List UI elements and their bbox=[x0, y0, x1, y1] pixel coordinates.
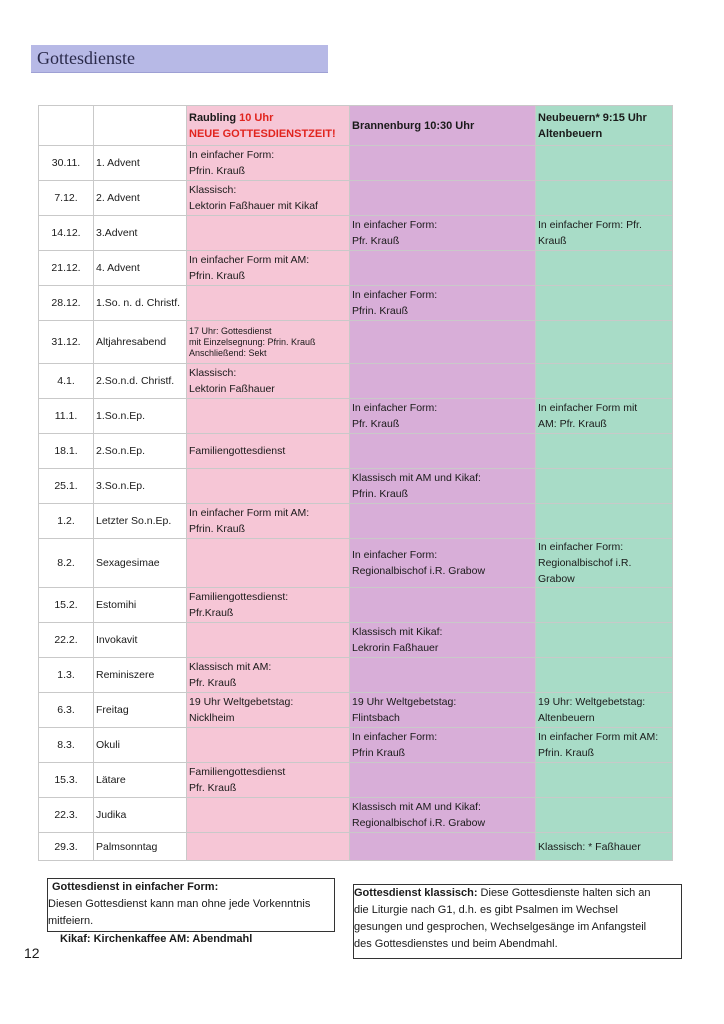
cell-brannenburg-line: Regionalbischof i.R. Grabow bbox=[352, 565, 486, 577]
cell-brannenburg-line: Klassisch mit AM und Kikaf: bbox=[352, 472, 481, 484]
row-date-line: 28.12. bbox=[51, 297, 81, 309]
row-name-line: 1. Advent bbox=[96, 157, 140, 169]
cell-brannenburg-line: 19 Uhr Weltgebetstag: bbox=[352, 696, 457, 708]
cell-brannenburg bbox=[350, 728, 536, 763]
page-title: Gottesdienste bbox=[37, 48, 135, 68]
cell-neubeuern bbox=[536, 658, 673, 693]
header-neubeuern bbox=[536, 106, 673, 146]
row-name bbox=[94, 321, 187, 364]
cell-raubling-line: Pfr.Krauß bbox=[189, 607, 234, 619]
table-row bbox=[39, 728, 673, 763]
table-row bbox=[39, 216, 673, 251]
row-date bbox=[39, 623, 94, 658]
cell-neubeuern-line: Klassisch: * Faßhauer bbox=[538, 840, 641, 853]
table-header-row bbox=[39, 106, 673, 146]
neubeuern-name: Neubeuern* 9:15 Uhr bbox=[538, 111, 647, 124]
row-date-line: 18.1. bbox=[54, 445, 78, 457]
row-name-line: 2. Advent bbox=[96, 192, 140, 204]
cell-raubling bbox=[187, 504, 350, 539]
cell-raubling-line: Pfrin. Krauß bbox=[189, 165, 246, 177]
row-name bbox=[94, 469, 187, 504]
cell-brannenburg bbox=[350, 504, 536, 539]
row-date bbox=[39, 286, 94, 321]
cell-raubling bbox=[187, 693, 350, 728]
row-name bbox=[94, 693, 187, 728]
cell-brannenburg bbox=[350, 286, 536, 321]
cell-brannenburg bbox=[350, 469, 536, 504]
cell-raubling-line: 19 Uhr Weltgebetstag: bbox=[189, 696, 294, 708]
cell-raubling bbox=[187, 181, 350, 216]
cell-raubling bbox=[187, 286, 350, 321]
row-name-line: 3.So.n.Ep. bbox=[96, 480, 146, 492]
cell-raubling bbox=[187, 539, 350, 588]
cell-brannenburg bbox=[350, 216, 536, 251]
row-name bbox=[94, 504, 187, 539]
cell-neubeuern-line: 19 Uhr: Weltgebetstag: bbox=[538, 696, 646, 708]
row-name-line: 4. Advent bbox=[96, 262, 140, 274]
legend-simple-form bbox=[47, 878, 335, 932]
cell-raubling bbox=[187, 798, 350, 833]
legend-simple-title: Gottesdienst in einfacher Form: bbox=[52, 881, 219, 893]
row-date bbox=[39, 216, 94, 251]
row-date bbox=[39, 399, 94, 434]
cell-neubeuern bbox=[536, 728, 673, 763]
row-date-line: 11.1. bbox=[54, 410, 78, 422]
row-date-line: 7.12. bbox=[54, 192, 78, 204]
legend-classic-line2: die Liturgie nach G1, d.h. es gibt Psalmen im Wechsel bbox=[354, 904, 618, 916]
cell-brannenburg-line: Pfr. Krauß bbox=[352, 235, 400, 247]
raubling-name: Raubling bbox=[189, 111, 237, 124]
cell-neubeuern bbox=[536, 504, 673, 539]
cell-neubeuern-line: Altenbeuern bbox=[538, 712, 595, 724]
table-row bbox=[39, 181, 673, 216]
cell-brannenburg bbox=[350, 364, 536, 399]
row-name bbox=[94, 588, 187, 623]
cell-raubling bbox=[187, 399, 350, 434]
header-name bbox=[94, 106, 187, 146]
cell-raubling bbox=[187, 588, 350, 623]
cell-neubeuern-line: In einfacher Form: Pfr. bbox=[538, 219, 642, 231]
row-name-line: 2.So.n.d. Christf. bbox=[96, 375, 175, 387]
legend-classic bbox=[353, 884, 682, 959]
legend-abbreviations: Kikaf: Kirchenkaffee AM: Abendmahl bbox=[60, 933, 253, 945]
row-name bbox=[94, 434, 187, 469]
cell-raubling bbox=[187, 623, 350, 658]
cell-raubling-line: Pfr. Krauß bbox=[189, 782, 237, 794]
cell-brannenburg-line: Klassisch mit AM und Kikaf: bbox=[352, 801, 481, 813]
legend-classic-line1: Diese Gottesdienste halten sich an bbox=[477, 887, 651, 899]
cell-raubling bbox=[187, 434, 350, 469]
cell-raubling-line: Familiengottesdienst bbox=[189, 766, 286, 778]
row-name-line: Sexagesimae bbox=[96, 557, 160, 569]
cell-neubeuern-line: Regionalbischof i.R. Grabow bbox=[538, 557, 632, 585]
row-name bbox=[94, 658, 187, 693]
cell-neubeuern bbox=[536, 216, 673, 251]
cell-brannenburg bbox=[350, 658, 536, 693]
cell-raubling bbox=[187, 469, 350, 504]
row-date bbox=[39, 364, 94, 399]
row-date bbox=[39, 658, 94, 693]
row-name-line: 1.So. n. d. Christf. bbox=[96, 297, 181, 309]
row-date bbox=[39, 504, 94, 539]
table-row bbox=[39, 504, 673, 539]
cell-raubling-line: Klassisch mit AM: bbox=[189, 661, 272, 673]
cell-brannenburg bbox=[350, 146, 536, 181]
row-date-line: 29.3. bbox=[54, 840, 78, 853]
cell-neubeuern-line: Pfrin. Krauß bbox=[538, 747, 595, 759]
row-name bbox=[94, 539, 187, 588]
row-name-line: Estomihi bbox=[96, 599, 137, 611]
legend-simple-line2: mitfeiern. bbox=[48, 915, 94, 927]
cell-brannenburg-line: In einfacher Form: bbox=[352, 731, 438, 743]
cell-raubling bbox=[187, 364, 350, 399]
cell-brannenburg-line: Pfrin Krauß bbox=[352, 747, 406, 759]
row-date-line: 21.12. bbox=[51, 262, 81, 274]
row-date bbox=[39, 146, 94, 181]
cell-raubling-line: In einfacher Form mit AM: bbox=[189, 507, 310, 519]
row-date-line: 15.2. bbox=[54, 599, 78, 611]
row-name bbox=[94, 251, 187, 286]
cell-neubeuern bbox=[536, 798, 673, 833]
row-date bbox=[39, 469, 94, 504]
cell-brannenburg-line: In einfacher Form: bbox=[352, 289, 438, 301]
table-row bbox=[39, 539, 673, 588]
cell-raubling-line: Pfrin. Krauß bbox=[189, 270, 246, 282]
cell-neubeuern bbox=[536, 321, 673, 364]
row-date-line: 6.3. bbox=[57, 704, 75, 716]
row-date bbox=[39, 728, 94, 763]
cell-raubling-line: Familiengottesdienst: bbox=[189, 591, 289, 603]
row-name-line: 1.So.n.Ep. bbox=[96, 410, 146, 422]
cell-raubling-line: Pfrin. Krauß bbox=[189, 523, 246, 535]
row-name-line: 2.So.n.Ep. bbox=[96, 445, 146, 457]
raubling-note: NEUE GOTTESDIENSTZEIT! bbox=[189, 127, 336, 140]
table-row bbox=[39, 146, 673, 181]
cell-neubeuern bbox=[536, 286, 673, 321]
row-date bbox=[39, 539, 94, 588]
cell-brannenburg bbox=[350, 623, 536, 658]
legend-classic-line4: des Gottesdienstes und beim Abendmahl. bbox=[354, 938, 558, 950]
table-row bbox=[39, 251, 673, 286]
row-date-line: 1.3. bbox=[57, 669, 75, 681]
row-date-line: 22.2. bbox=[54, 634, 78, 646]
cell-brannenburg bbox=[350, 321, 536, 364]
cell-raubling-line: Pfr. Krauß bbox=[189, 677, 237, 689]
cell-raubling bbox=[187, 321, 350, 364]
row-name bbox=[94, 763, 187, 798]
cell-raubling bbox=[187, 216, 350, 251]
cell-brannenburg-line: Regionalbischof i.R. Grabow bbox=[352, 817, 486, 829]
row-name bbox=[94, 399, 187, 434]
cell-brannenburg-line: Pfrin. Krauß bbox=[352, 305, 409, 317]
row-name bbox=[94, 833, 187, 861]
cell-neubeuern bbox=[536, 693, 673, 728]
cell-brannenburg bbox=[350, 399, 536, 434]
row-name-line: Freitag bbox=[96, 704, 129, 716]
cell-brannenburg-line: In einfacher Form: bbox=[352, 219, 438, 231]
cell-neubeuern bbox=[536, 763, 673, 798]
cell-brannenburg-line: Flintsbach bbox=[352, 712, 400, 724]
cell-brannenburg bbox=[350, 763, 536, 798]
row-date-line: 14.12. bbox=[51, 227, 81, 239]
cell-raubling bbox=[187, 763, 350, 798]
cell-neubeuern bbox=[536, 469, 673, 504]
title-bar bbox=[31, 45, 328, 73]
table-row bbox=[39, 434, 673, 469]
row-date-line: 25.1. bbox=[54, 480, 78, 492]
raubling-time: 10 Uhr bbox=[239, 111, 274, 124]
row-name bbox=[94, 364, 187, 399]
row-date-line: 31.12. bbox=[51, 336, 81, 348]
row-name-line: Letzter So.n.Ep. bbox=[96, 515, 172, 527]
cell-raubling-line: Klassisch: bbox=[189, 367, 237, 379]
row-name-line: Reminiszere bbox=[96, 669, 155, 681]
cell-raubling-line: In einfacher Form mit AM: bbox=[189, 254, 310, 266]
cell-neubeuern bbox=[536, 251, 673, 286]
altenbeuern-name: Altenbeuern bbox=[538, 127, 603, 140]
cell-raubling-line: Klassisch: bbox=[189, 184, 237, 196]
row-name-line: Okuli bbox=[96, 739, 120, 751]
row-name bbox=[94, 623, 187, 658]
row-date-line: 8.3. bbox=[57, 739, 75, 751]
legend-classic-title: Gottesdienst klassisch: bbox=[354, 887, 478, 899]
cell-neubeuern bbox=[536, 146, 673, 181]
page-number: 12 bbox=[24, 945, 40, 961]
cell-raubling-line: Nicklheim bbox=[189, 712, 235, 724]
cell-neubeuern-line: Krauß bbox=[538, 235, 567, 247]
row-date bbox=[39, 181, 94, 216]
cell-brannenburg-line: Klassisch mit Kikaf: bbox=[352, 626, 443, 638]
brannenburg-name: Brannenburg 10:30 Uhr bbox=[352, 119, 475, 132]
row-name bbox=[94, 216, 187, 251]
table-row bbox=[39, 321, 673, 364]
cell-raubling bbox=[187, 146, 350, 181]
cell-neubeuern-line: In einfacher Form mit bbox=[538, 402, 638, 414]
table-row bbox=[39, 364, 673, 399]
row-name-line: Palmsonntag bbox=[96, 840, 158, 853]
row-name-line: Invokavit bbox=[96, 634, 138, 646]
row-date bbox=[39, 833, 94, 861]
cell-brannenburg bbox=[350, 539, 536, 588]
cell-raubling-line: 17 Uhr: Gottesdienst bbox=[189, 325, 272, 336]
row-name bbox=[94, 181, 187, 216]
cell-neubeuern-line: In einfacher Form mit AM: bbox=[538, 731, 659, 743]
cell-brannenburg bbox=[350, 798, 536, 833]
cell-neubeuern-line: In einfacher Form: bbox=[538, 541, 624, 553]
cell-neubeuern bbox=[536, 364, 673, 399]
cell-neubeuern bbox=[536, 539, 673, 588]
row-name-line: Judika bbox=[96, 809, 127, 821]
cell-raubling-line: Lektorin Faßhauer mit Kikaf bbox=[189, 200, 318, 212]
table-row bbox=[39, 469, 673, 504]
row-date bbox=[39, 588, 94, 623]
cell-neubeuern bbox=[536, 181, 673, 216]
cell-neubeuern bbox=[536, 588, 673, 623]
cell-raubling bbox=[187, 658, 350, 693]
table-row bbox=[39, 798, 673, 833]
cell-neubeuern-line: AM: Pfr. Krauß bbox=[538, 418, 607, 430]
cell-brannenburg-line: In einfacher Form: bbox=[352, 402, 438, 414]
cell-brannenburg-line: Lekrorin Faßhauer bbox=[352, 642, 439, 654]
service-schedule-table bbox=[38, 105, 673, 861]
legend-classic-line3: gesungen und gesprochen, Wechselgesänge im Anfangsteil bbox=[354, 921, 647, 933]
cell-brannenburg-line: Pfrin. Krauß bbox=[352, 488, 409, 500]
cell-brannenburg-line: In einfacher Form: bbox=[352, 549, 438, 561]
header-raubling bbox=[187, 106, 350, 146]
row-name bbox=[94, 286, 187, 321]
row-name bbox=[94, 798, 187, 833]
table-row bbox=[39, 763, 673, 798]
row-name bbox=[94, 146, 187, 181]
cell-raubling-line: mit Einzelsegnung: Pfrin. Krauß bbox=[189, 336, 316, 347]
cell-neubeuern bbox=[536, 434, 673, 469]
header-date bbox=[39, 106, 94, 146]
row-date bbox=[39, 251, 94, 286]
header-brannenburg bbox=[350, 106, 536, 146]
row-date bbox=[39, 693, 94, 728]
row-date-line: 15.3. bbox=[54, 774, 78, 786]
cell-brannenburg bbox=[350, 693, 536, 728]
cell-brannenburg bbox=[350, 434, 536, 469]
row-date-line: 22.3. bbox=[54, 809, 78, 821]
row-name-line: Altjahresabend bbox=[96, 336, 167, 348]
table-row bbox=[39, 588, 673, 623]
table-row bbox=[39, 286, 673, 321]
cell-neubeuern bbox=[536, 833, 673, 861]
table-row bbox=[39, 623, 673, 658]
row-date-line: 8.2. bbox=[57, 557, 75, 569]
cell-raubling bbox=[187, 833, 350, 861]
cell-brannenburg-line: Pfr. Krauß bbox=[352, 418, 400, 430]
table-row bbox=[39, 658, 673, 693]
cell-neubeuern bbox=[536, 399, 673, 434]
row-date-line: 4.1. bbox=[57, 375, 75, 387]
table-row bbox=[39, 693, 673, 728]
row-date-line: 1.2. bbox=[57, 515, 75, 527]
row-date bbox=[39, 434, 94, 469]
cell-brannenburg bbox=[350, 588, 536, 623]
table-row bbox=[39, 399, 673, 434]
row-name bbox=[94, 728, 187, 763]
legend-simple-line1: Diesen Gottesdienst kann man ohne jede Vorkenntnis bbox=[48, 898, 311, 910]
row-date bbox=[39, 763, 94, 798]
cell-raubling-line: Anschließend: Sekt bbox=[189, 347, 267, 358]
cell-raubling-line: Lektorin Faßhauer bbox=[189, 383, 275, 395]
row-date bbox=[39, 321, 94, 364]
row-date bbox=[39, 798, 94, 833]
row-date-line: 30.11. bbox=[51, 157, 81, 169]
cell-neubeuern bbox=[536, 623, 673, 658]
row-name-line: 3.Advent bbox=[96, 227, 138, 239]
cell-brannenburg bbox=[350, 181, 536, 216]
cell-brannenburg bbox=[350, 251, 536, 286]
table-row bbox=[39, 833, 673, 861]
cell-raubling bbox=[187, 251, 350, 286]
cell-brannenburg bbox=[350, 833, 536, 861]
cell-raubling-line: In einfacher Form: bbox=[189, 149, 275, 161]
cell-raubling bbox=[187, 728, 350, 763]
cell-raubling-line: Familiengottesdienst bbox=[189, 445, 286, 457]
row-name-line: Lätare bbox=[96, 774, 126, 786]
